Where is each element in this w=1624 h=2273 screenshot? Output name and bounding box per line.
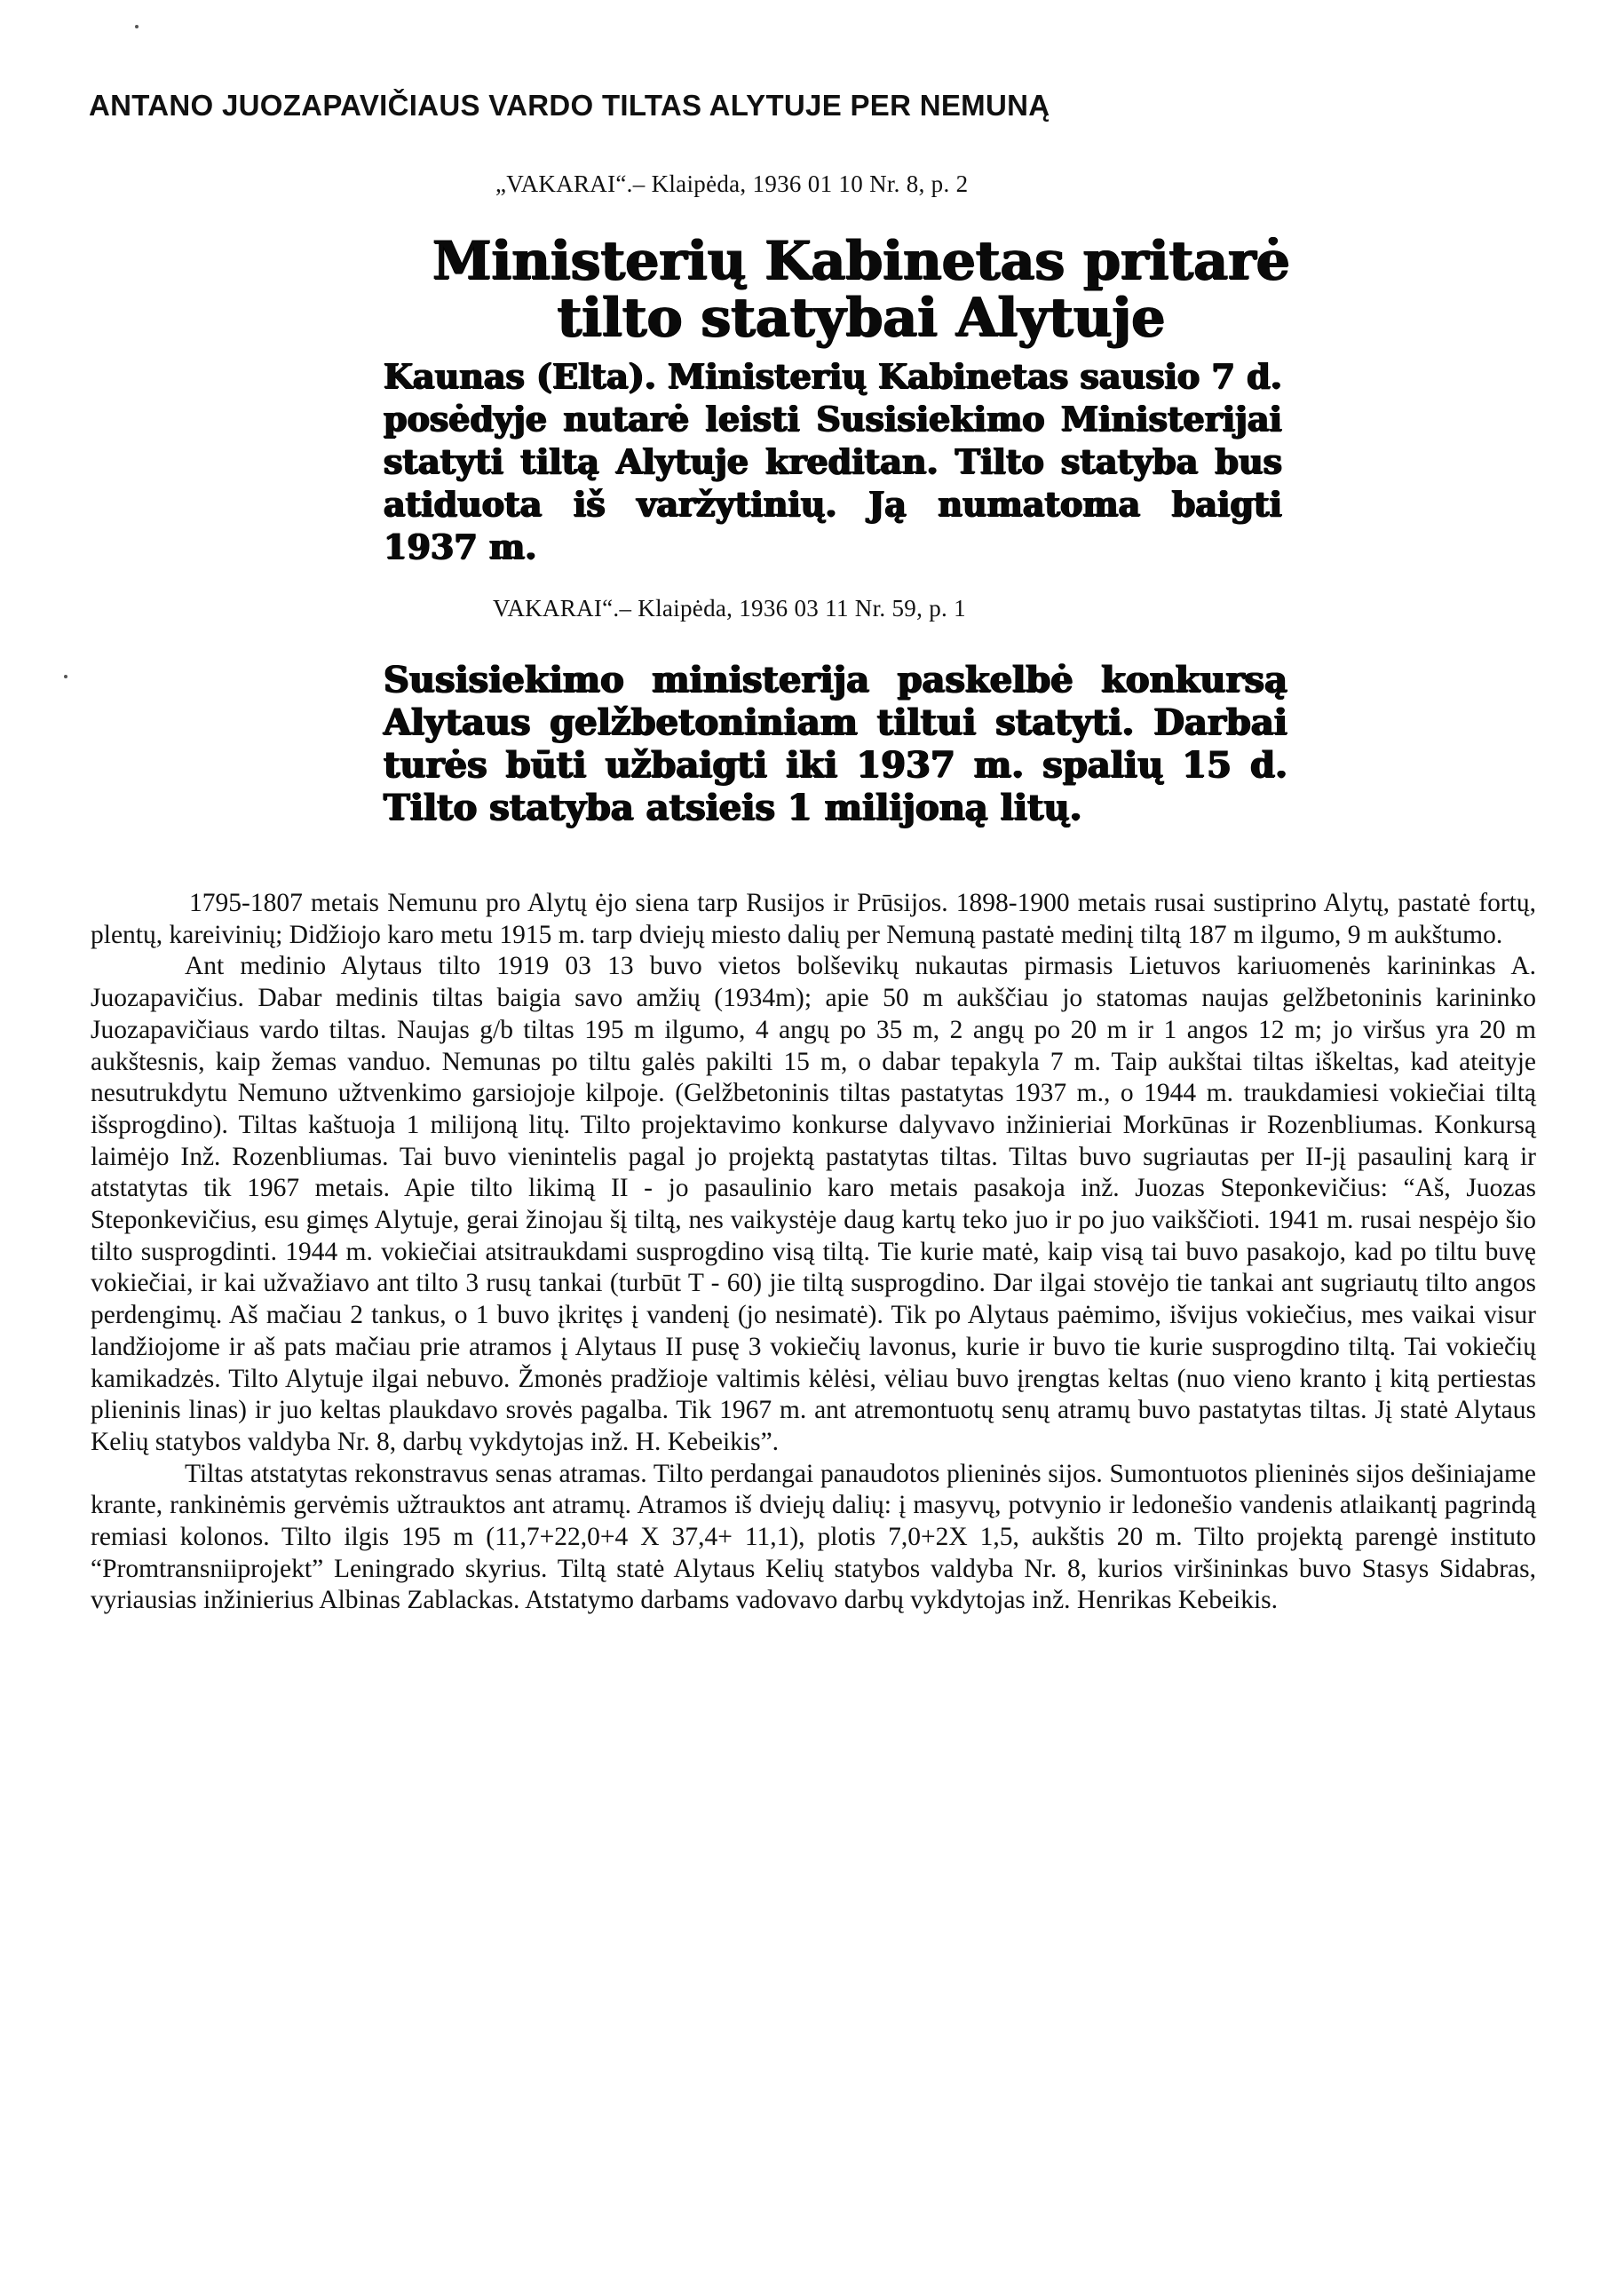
clipping-body: Kaunas (Elta). Ministerių Kabinetas sausio 7 d. posėdyje nutarė leisti Susisiekimo Ministerijai statyti tiltą Alytuje kreditan. Tilto statyba bus atiduota iš varžytinių. Ją numatoma baigti 1937 m. [384, 356, 1282, 566]
clipping-body: Susisiekimo ministerija paskelbė konkursą Alytaus gelžbetoniniam tiltui statyti. Darbai turės būti užbaigti iki 1937 m. spalių 15 d. Tilto statyba atsieis 1 milijoną litų. [384, 659, 1287, 828]
article-paragraph: Ant medinio Alytaus tilto 1919 03 13 buvo vietos bolševikų nukautas pirmasis Lietuvos kariuomenės karininkas A. Juozapavičius. Dabar medinis tiltas baigia savo amžių (1934m); apie 50 m aukščiau jo statomas naujas gelžbetoninis karininko Juozapavičiaus vardo tiltas. Naujas g/b tiltas 195 m ilgumo, 4 angų po 35 m, 2 angų po 20 m ir 1 angos 12 m; jo viršus yra 20 m aukštesnis, kaip žemas vanduo. Nemunas po tiltu galės pakilti 15 m, o dabar tepakyla 7 m. Taip aukštai tiltas iškeltas, kad ateityje nesutrukdytu Nemuno užtvenkimo garsiojoje kilpoje. (Gelžbetoninis tiltas pastatytas 1937 m., o 1944 m. traukdamiesi vokiečiai tiltą išsprogdino). Tiltas kaštuoja 1 milijoną litų. Tilto projektavimo konkurse dalyvavo inžinieriai Morkūnas ir Rozenbliumas. Konkursą laimėjo Inž. Rozenbliumas. Tai buvo vienintelis pagal jo projektą pastatytas tiltas. Tiltas buvo sugriautas per II-jį pasaulinį karą ir atstatytas tik 1967 metais. Apie tilto likimą II - jo pasaulinio karo metais pasakoja inž. Juozas Steponkevičius: “Aš, Juozas Steponkevičius, esu gimęs Alytuje, gerai žinojau šį tiltą, nes vaikystėje daug kartų teko juo ir po juo vaikščioti. 1941 m. rusai nespėjo šio tilto susprogdinti. 1944 m. vokiečiai atsitraukdami susprogdino visą tiltą. Tie kurie matė, kaip visą tai buvo pasakojo, kad po tiltu buvę vokiečiai, ir kai užvažiavo ant tilto 3 rusų tankai (turbūt T - 60) jie tiltą susprogdino. Dar ilgai stovėjo tie tankai ant sugriautų tilto angos perdengimų. Aš mačiau 2 tankus, o 1 buvo įkritęs į vandenį (jo nesimatė). Tik po Alytaus paėmimo, išvijus vokiečius, mes vaikai visur landžiojome ir aš pats mačiau prie atramos į Alytaus II pusę 3 vokiečių lavonus, kurie ir buvo tie kurie susprogdino tiltą. Tai vokiečių kamikadzės. Tilto Alytuje ilgai nebuvo. Žmonės pradžioje valtimis kėlėsi, vėliau buvo įrengtas keltas (nuo vieno kranto į kitą pertiestas plieninis linas) ir juo keltas plaukdavo srovės pagalba. Tik 1967 m. ant atremontuotų senų atramų buvo pastatytas tiltas. Jį statė Alytaus Kelių statybos valdyba Nr. 8, darbų vykdytojas inž. H. Kebeikis”. [91, 952, 1536, 1456]
article-paragraph: 1795-1807 metais Nemunu pro Alytų ėjo siena tarp Rusijos ir Prūsijos. 1898-1900 metais rusai sustiprino Alytų, pastatė fortų, plentų, kareivinių; Didžiojo karo metu 1915 m. tarp dviejų miesto dalių per Nemuną pastatė medinį tiltą 187 m ilgumo, 9 m aukštumo. [91, 889, 1536, 949]
scan-speck [135, 25, 139, 28]
clipping-source: „VAKARAI“.– Klaipėda, 1936 01 10 Nr. 8, p. 2 [495, 170, 969, 197]
article-body [91, 888, 1536, 1617]
scan-speck [64, 675, 67, 678]
clipping-source: VAKARAI“.– Klaipėda, 1936 03 11 Nr. 59, p. 1 [493, 595, 966, 622]
clipping-headline: Ministerių Kabinetas pritarė tilto statybai Alytuje [432, 230, 1290, 349]
article-paragraph: Tiltas atstatytas rekonstravus senas atramas. Tilto perdangai panaudotos plieninės sijos. Sumontuotos plieninės sijos dešiniajame krante, rankinėmis gervėmis užtrauktos ant atramų. Atramos iš dviejų dalių: į masyvų, potvynio ir ledonešio vandenis atlaikantį pagrindą remiasi kolonos. Tilto ilgis 195 m (11,7+22,0+4 X 37,4+ 11,1), plotis 7,0+2X 1,5, aukštis 20 m. Tilto projektą parengė instituto “Promtransniiprojekt” Leningrado skyrius. Tiltą statė Alytaus Kelių statybos valdyba Nr. 8, kurios viršininkas buvo Stasys Sidabras, vyriausias inžinierius Albinas Zablackas. Atstatymo darbams vadovavo darbų vykdytojas inž. Henrikas Kebeikis. [91, 1459, 1536, 1615]
page-title: ANTANO JUOZAPAVIČIAUS VARDO TILTAS ALYTUJE PER NEMUNĄ [89, 89, 1050, 122]
